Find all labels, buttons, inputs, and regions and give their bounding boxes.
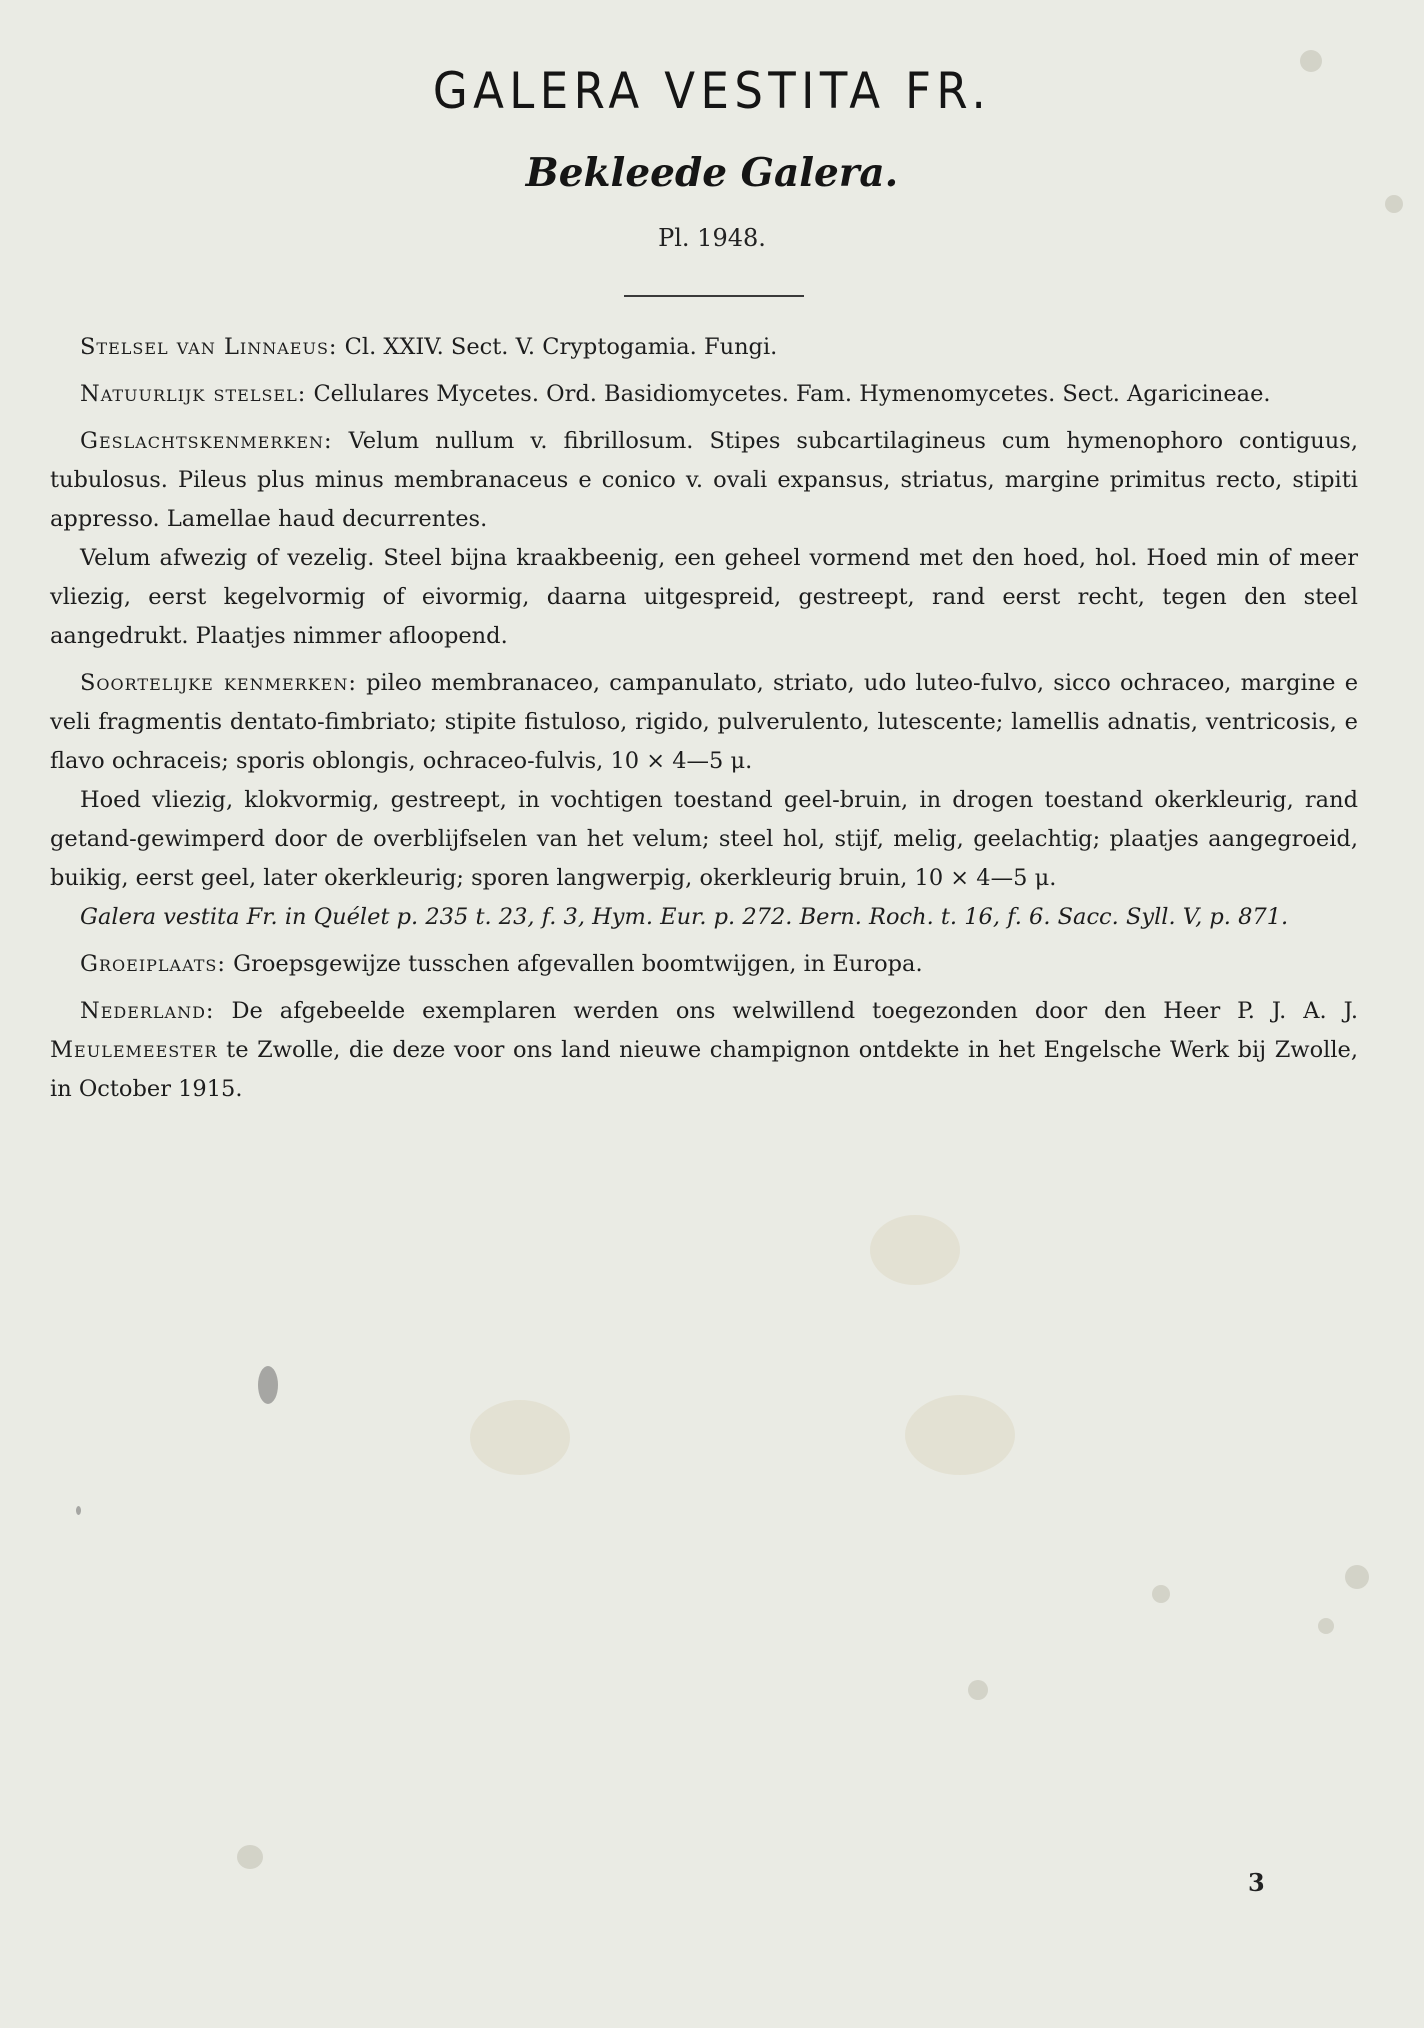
natural-system-paragraph (50, 375, 1358, 414)
paper-spot (237, 1845, 263, 1869)
page-subtitle: Bekleede Galera. (525, 150, 899, 196)
netherlands-text-after: te Zwolle, die deze voor ons land nieuwe champignon ontdekte in het Engelsche Werk bij Zwolle, in October 1915. (50, 1037, 1358, 1102)
genus-dutch-paragraph: Velum afwezig of vezelig. Steel bijna kraakbeenig, een geheel vormend met den hoed, hol. Hoed min of meer vliezig, eerst kegelvormig of eivormig, daarna uitgespreid, gestreept, rand eerst recht, tegen den steel aangedrukt. Plaatjes nimmer afloopend. (50, 545, 1358, 649)
paper-stain (905, 1395, 1015, 1475)
paper-spot (258, 1366, 278, 1404)
paper-spot (1385, 195, 1403, 213)
paper-spot (1152, 1585, 1170, 1603)
habitat-paragraph (50, 945, 1358, 984)
species-label: Soortelijke kenmerken: (80, 670, 357, 696)
paper-stain (870, 1215, 960, 1285)
body-text (50, 328, 1358, 1117)
paper-stain (470, 1400, 570, 1475)
genus-latin-paragraph (50, 422, 1358, 539)
species-dutch-paragraph: Hoed vliezig, klokvormig, gestreept, in vochtigen toestand geel-bruin, in drogen toestand okerkleurig, rand getand-gewimperd door de overblijfselen van het velum; steel hol, stijf, melig, geelachtig; plaatjes aangegroeid, buikig, eerst geel, later okerkleurig; sporen langwerpig, okerkleurig bruin, 10 × 4—5 μ. (50, 787, 1358, 891)
title-divider (624, 295, 804, 297)
page-number: 3 (1248, 1868, 1265, 1897)
genus-label: Geslachtskenmerken: (80, 428, 333, 454)
netherlands-text-before: De afgebeelde exemplaren werden ons welwillend toegezonden door den Heer P. J. A. J. (231, 998, 1358, 1024)
genus-latin-text: Velum nullum v. fibrillosum. Stipes subcartilagineus cum hymenophoro contiguus, tubulosus. Pileus plus minus membranaceus e conico v. ovali expansus, striatus, margine primitus recto, stipiti appresso. Lamellae haud decurrentes. (50, 428, 1358, 532)
plate-number: Pl. 1948. (658, 224, 766, 252)
page-title: GALERA VESTITA FR. (432, 62, 992, 120)
linnaeus-paragraph (50, 328, 1358, 367)
species-latin-text: pileo membranaceo, campanulato, striato, udo luteo-fulvo, sicco ochraceo, margine e veli fragmentis dentato-fimbriato; stipite fistuloso, rigido, pulverulento, lutescente; lamellis adnatis, ventricosis, e flavo ochraceis; sporis oblongis, ochraceo-fulvis, 10 × 4—5 μ. (50, 670, 1359, 774)
paper-spot (1345, 1565, 1369, 1589)
netherlands-label: Nederland: (80, 998, 215, 1024)
references-paragraph: Galera vestita Fr. in Quélet p. 235 t. 23, f. 3, Hym. Eur. p. 272. Bern. Roch. t. 16, f. 6. Sacc. Syll. V, p. 871. (80, 904, 1289, 930)
linnaeus-label: Stelsel van Linnaeus: (80, 334, 338, 360)
habitat-text: Groepsgewijze tusschen afgevallen boomtwijgen, in Europa. (233, 951, 923, 977)
paper-spot (968, 1680, 988, 1700)
collector-name: Meulemeester (50, 1037, 218, 1063)
netherlands-paragraph (50, 992, 1358, 1109)
species-latin-paragraph (50, 664, 1358, 781)
paper-spot (1318, 1618, 1334, 1634)
natural-system-text: Cellulares Mycetes. Ord. Basidiomycetes. Fam. Hymenomycetes. Sect. Agaricineae. (313, 381, 1271, 407)
natural-system-label: Natuurlijk stelsel: (80, 381, 307, 407)
linnaeus-text: Cl. XXIV. Sect. V. Cryptogamia. Fungi. (344, 334, 778, 360)
habitat-label: Groeiplaats: (80, 951, 226, 977)
paper-spot (76, 1506, 81, 1515)
